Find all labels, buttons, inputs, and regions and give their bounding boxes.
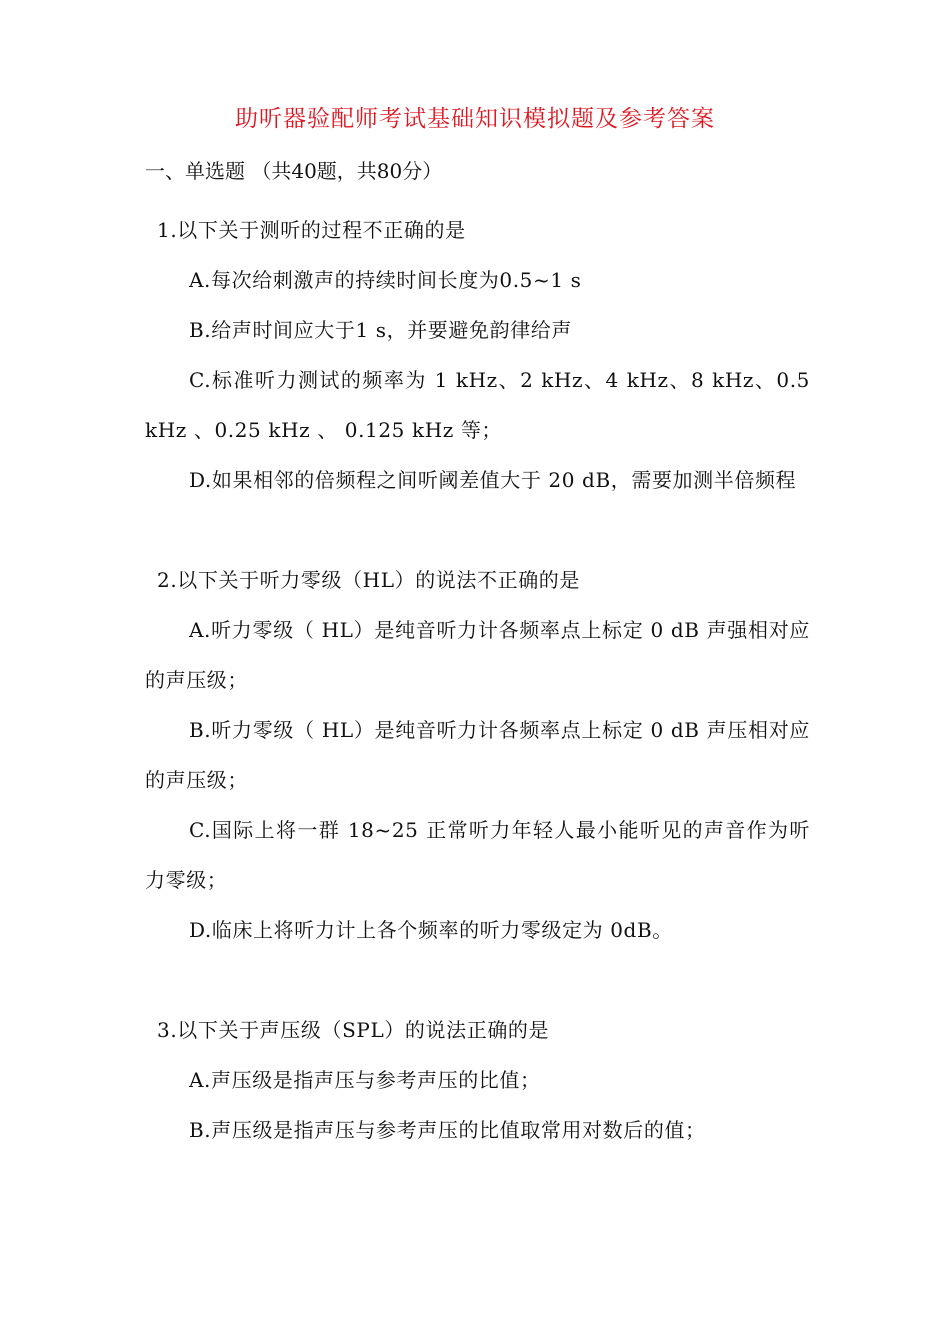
option-c: C.标准听力测试的频率为 1 kHz、2 kHz、4 kHz、8 kHz、0.5 kHz 、0.25 kHz 、 0.125 kHz 等； [145, 368, 810, 442]
question-list [145, 205, 810, 1155]
option-b: B.给声时间应大于1 s，并要避免韵律给声 [189, 318, 572, 342]
option-b: B.声压级是指声压与参考声压的比值取常用对数后的值； [189, 1118, 706, 1142]
question-spacer [145, 955, 810, 1005]
option-a: A.每次给刺激声的持续时间长度为0.5~1 s [189, 268, 582, 292]
question-stem: 3.以下关于声压级（SPL）的说法正确的是 [157, 1018, 550, 1042]
question-3 [145, 1005, 810, 1155]
option-a: A.声压级是指声压与参考声压的比值； [189, 1068, 541, 1092]
option-b: B.听力零级（ HL）是纯音听力计各频率点上标定 0 dB 声压相对应的声压级； [145, 718, 810, 792]
question-1 [145, 205, 810, 505]
document-title: 助听器验配师考试基础知识模拟题及参考答案 [235, 106, 715, 132]
question-spacer [145, 505, 810, 555]
section-heading: 一、单选题 （共40题，共80分） [145, 159, 443, 183]
option-d: D.临床上将听力计上各个频率的听力零级定为 0dB。 [189, 918, 673, 942]
question-stem: 1.以下关于测听的过程不正确的是 [157, 218, 466, 242]
option-c: C.国际上将一群 18~25 正常听力年轻人最小能听见的声音作为听力零级； [145, 818, 810, 892]
question-2 [145, 555, 810, 955]
option-a: A.听力零级（ HL）是纯音听力计各频率点上标定 0 dB 声强相对应的声压级； [145, 618, 810, 692]
question-stem: 2.以下关于听力零级（HL）的说法不正确的是 [157, 568, 581, 592]
option-d: D.如果相邻的倍频程之间听阈差值大于 20 dB，需要加测半倍频程 [189, 468, 797, 492]
